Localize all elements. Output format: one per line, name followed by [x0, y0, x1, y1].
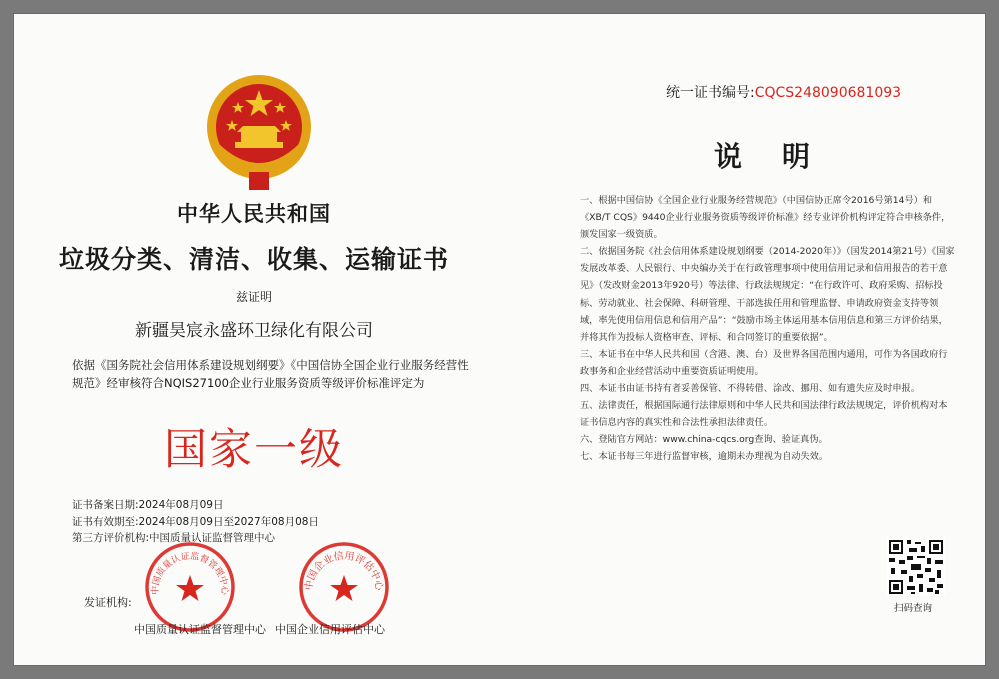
explanation-paragraph: 五、法律责任，根据国际通行法律原则和中华人民共和国法律行政法规规定，评价机构对本证书信息内容的真实性和合法性承担法律责任。 [580, 400, 948, 429]
explanation-paragraph: 二、依据国务院《社会信用体系建设规划纲要（2014-2020年）》（国发2014第21号）《国家发展改革委、人民银行、中央编办关于在行政管理事项中使用信用记录和信用报告的若干意见》（发改财金2013年920号）等法律、行政法规规定：“在行政许可、政府采购、招标投标、劳动就业、社会保障、科研管理、干部选拔任用和管理监督、申请政府资金支持等领域，率先使用信用信息和信用产品”：“鼓励市场主体运用基本信用信息和第三方评价结果，并将其作为投标人资格审查、评标、和合同签订的重要依据”。 [580, 246, 955, 343]
svg-text:中国企业信用评估中心: 中国企业信用评估中心 [303, 550, 385, 592]
svg-text:中国质量认证监督管理中心: 中国质量认证监督管理中心 [150, 551, 230, 595]
company-name: 新疆昊宸永盛环卫绿化有限公司 [135, 321, 373, 341]
cert-number-label: 统一证书编号: [666, 85, 755, 101]
explanation-paragraph: 三、本证书在中华人民共和国（含港、澳、台）及世界各国范围内通用，可作为各国政府行政事务和企业经营活动中重要资质证明使用。 [580, 348, 948, 377]
basis-text: 依据《国务院社会信用体系建设规划纲要》《中国信协全国企业行业服务经营性规范》经审核符合NQIS27100企业行业服务资质等级评价标准评定为 [72, 358, 469, 390]
seal-stamp-icon [144, 541, 236, 633]
issuer-2: 中国企业信用评估中心 [275, 623, 385, 636]
seal-stamp-icon [298, 541, 390, 633]
qr-code-icon[interactable] [887, 538, 945, 596]
explanation-paragraph: 六、登陆官方网站：www.china-cqcs.org查询、验证真伪。 [580, 434, 828, 446]
explanation-paragraph: 一、根据中国信协《全国企业行业服务经营规范》（中国信协正席令2016号第14号）和《XB/T CQS》9440企业行业服务资质等级评价标准》经专业评价机构评定符合申核条件，颁发国家一级资质。 [580, 195, 951, 241]
dates-block [72, 497, 319, 547]
grade-level: 国家一级 [164, 425, 344, 475]
national-emblem-icon [205, 72, 313, 194]
issuer-1: 中国质量认证监督管理中心 [134, 623, 266, 636]
record-date: 证书备案日期:2024年08月09日 [72, 499, 224, 511]
explanation-text [580, 192, 956, 466]
certificate-sheet [14, 14, 985, 665]
certificate-title: 垃圾分类、清洁、收集、运输证书 [58, 245, 449, 274]
cert-number-value: CQCS248090681093 [754, 85, 902, 101]
title-country: 中华人民共和国 [177, 202, 331, 226]
explanation-paragraph: 七、本证书每三年进行监督审核，逾期未办理视为自动失效。 [580, 451, 829, 463]
qr-label: 扫码查询 [894, 603, 933, 614]
certificate-number [666, 82, 901, 102]
third-party-agency: 第三方评价机构:中国质量认证监督管理中心 [72, 532, 276, 544]
explanation-paragraph: 四、本证书由证书持有者妥善保管、不得转借、涂改、挪用、如有遗失应及时申报。 [580, 383, 920, 395]
issuer-label: 发证机构: [84, 596, 132, 609]
explanation-title: 说明 [714, 140, 851, 173]
certify-label: 兹证明 [235, 290, 272, 304]
valid-period: 证书有效期至:2024年08月09日至2027年08月08日 [72, 515, 319, 528]
